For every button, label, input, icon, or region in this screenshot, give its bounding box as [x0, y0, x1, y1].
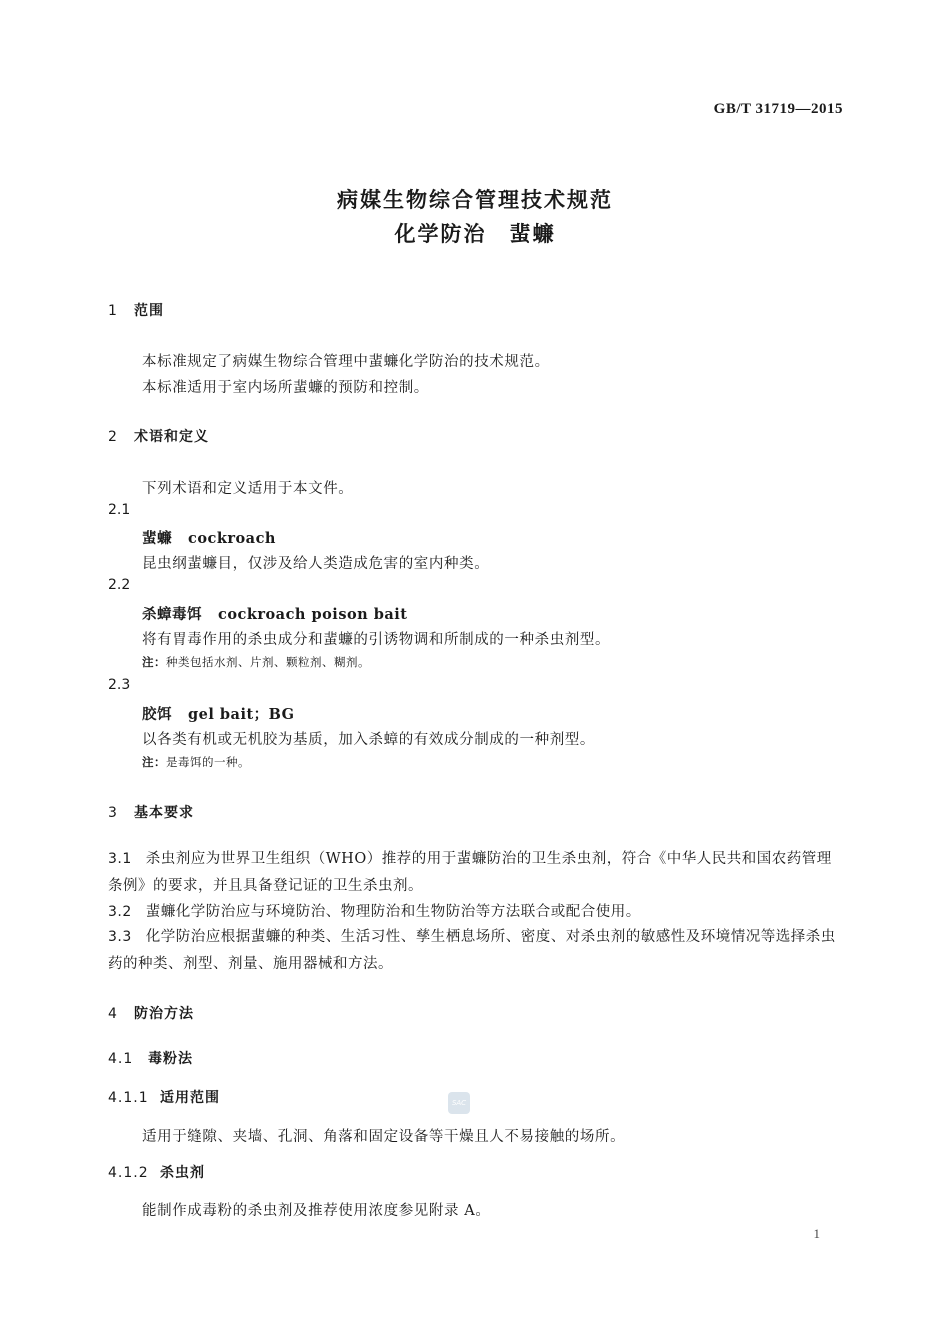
section-title: 基本要求	[134, 805, 194, 821]
clause-3-3	[108, 924, 844, 978]
clause-text: 杀虫剂应为世界卫生组织（WHO）推荐的用于蜚蠊防治的卫生杀虫剂，符合《中华人民共和国农药管理条例》的要求，并且具备登记证的卫生杀虫剂。	[108, 851, 832, 894]
clause-number: 3.1	[108, 851, 132, 867]
note-label: 注：	[142, 655, 166, 669]
term-2-2	[142, 603, 407, 624]
section-title: 术语和定义	[134, 429, 209, 445]
section-heading-3	[108, 802, 194, 822]
section-heading-4	[108, 1003, 194, 1023]
section-heading-4-1-1	[108, 1087, 220, 1107]
term-en: cockroach	[188, 530, 276, 547]
section-title: 范围	[134, 303, 164, 319]
scope-paragraph-2: 本标准适用于室内场所蜚蠊的预防和控制。	[142, 380, 429, 396]
clause-text: 蜚蠊化学防治应与环境防治、物理防治和生物防治等方法联合或配合使用。	[145, 904, 641, 920]
clause-text: 化学防治应根据蜚蠊的种类、生活习性、孳生栖息场所、密度、对杀虫剂的敏感性及环境情况等选择杀虫药的种类、剂型、剂量、施用器械和方法。	[108, 929, 836, 972]
section-heading-4-1	[108, 1048, 193, 1068]
section-number: 4.1.1	[108, 1090, 149, 1106]
term-note-2-2	[142, 654, 370, 670]
term-note-2-3	[142, 754, 250, 770]
section-heading-2	[108, 426, 209, 446]
section-title: 杀虫剂	[160, 1165, 205, 1181]
sac-watermark-icon: SAC	[448, 1092, 470, 1114]
term-zh: 杀蟑毒饵	[142, 606, 202, 623]
term-definition-2-1: 昆虫纲蜚蠊目，仅涉及给人类造成危害的室内种类。	[142, 556, 490, 572]
scope-paragraph-1: 本标准规定了病媒生物综合管理中蜚蠊化学防治的技术规范。	[142, 354, 550, 370]
term-number-2-2: 2.2	[108, 577, 131, 593]
section-number: 1	[108, 303, 118, 319]
clause-3-1	[108, 846, 844, 900]
term-definition-2-3: 以各类有机或无机胶为基质，加入杀蟑的有效成分制成的一种剂型。	[142, 732, 595, 748]
clause-number: 3.3	[108, 929, 132, 945]
section-heading-4-1-2	[108, 1162, 205, 1182]
section-number: 4.1	[108, 1051, 134, 1067]
section-number: 2	[108, 429, 118, 445]
standard-code: GB/T 31719—2015	[713, 101, 843, 117]
section-number: 4	[108, 1006, 118, 1022]
section-number: 4.1.2	[108, 1165, 149, 1181]
term-en: gel bait；BG	[188, 706, 295, 723]
doc-title-line1: 病媒生物综合管理技术规范	[337, 188, 613, 212]
term-en: cockroach poison bait	[218, 606, 408, 623]
note-label: 注：	[142, 755, 166, 769]
section-title: 适用范围	[160, 1090, 220, 1106]
section-title: 毒粉法	[148, 1051, 193, 1067]
section-number: 3	[108, 805, 118, 821]
scope-4-1-1-paragraph: 适用于缝隙、夹墙、孔洞、角落和固定设备等干燥且人不易接触的场所。	[142, 1129, 626, 1145]
section-title: 防治方法	[134, 1006, 194, 1022]
terms-intro: 下列术语和定义适用于本文件。	[142, 481, 354, 497]
clause-number: 3.2	[108, 904, 132, 920]
term-2-3	[142, 703, 295, 724]
clause-3-2	[108, 899, 844, 926]
term-zh: 胶饵	[142, 706, 172, 723]
note-text: 是毒饵的一种。	[166, 755, 250, 769]
insecticide-4-1-2-paragraph: 能制作成毒粉的杀虫剂及推荐使用浓度参见附录 A。	[142, 1203, 491, 1219]
term-definition-2-2: 将有胃毒作用的杀虫成分和蜚蠊的引诱物调和所制成的一种杀虫剂型。	[142, 632, 611, 648]
section-heading-1	[108, 300, 164, 320]
term-number-2-3: 2.3	[108, 677, 131, 693]
note-text: 种类包括水剂、片剂、颗粒剂、糊剂。	[166, 655, 370, 669]
term-zh: 蜚蠊	[142, 530, 172, 547]
doc-title-line2: 化学防治 蜚蠊	[394, 222, 556, 246]
page-number: 1	[813, 1226, 820, 1241]
term-2-1	[142, 527, 276, 548]
term-number-2-1: 2.1	[108, 502, 131, 518]
